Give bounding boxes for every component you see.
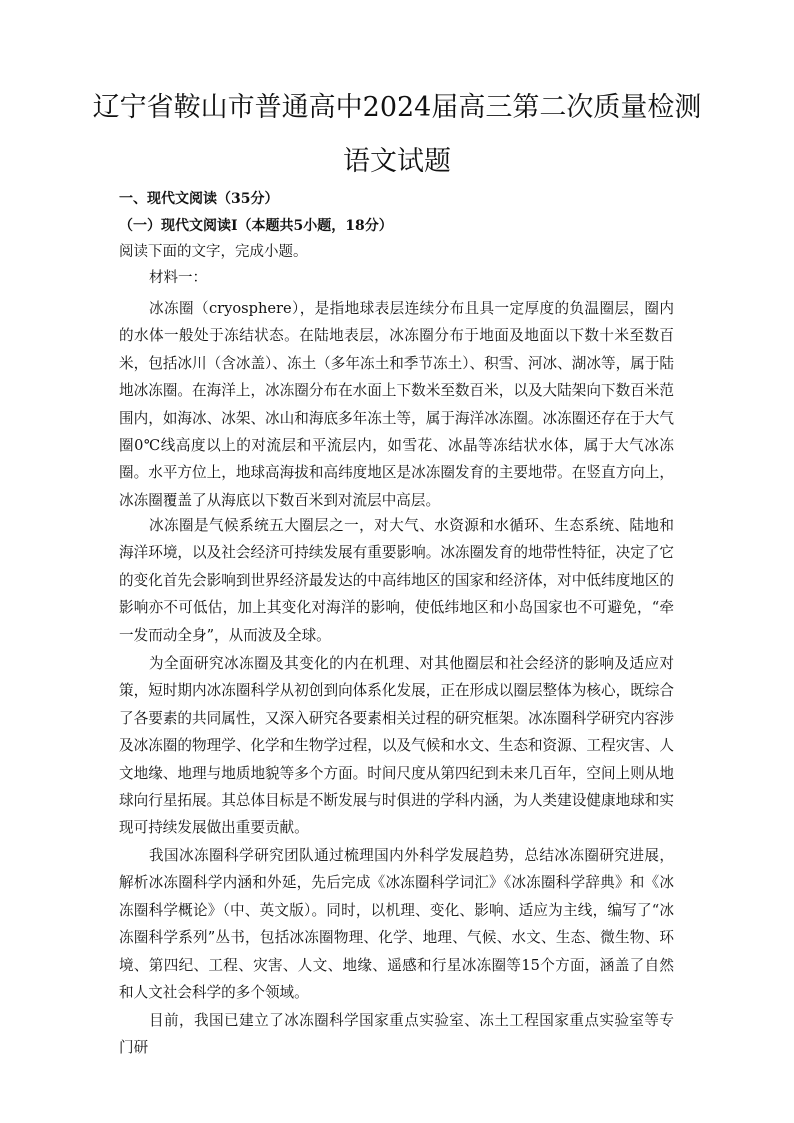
paragraph-1: 冰冻圈（cryosphere），是指地球表层连续分布且具一定厚度的负温圈层，圈内的水体一般处于冻结状态。在陆地表层，冰冻圈分布于地面及地面以下数十米至数百米，包括冰川（含冰盖）、冻土（多年冻土和季节冻土）、积雪、河冰、湖冰等，属于陆地冰冻圈。在海洋上，冰冻圈分布在水面上下数米至数百米，以及大陆架向下数百米范围内，如海冰、冰架、冰山和海底多年冻土等，属于海洋冰冻圈。冰冻圈还存在于大气圈0℃线高度以上的对流层和平流层内，如雪花、冰晶等冻结状水体，属于大气冰冻圈。水平方位上，地球高海拔和高纬度地区是冰冻圈发育的主要地带。在竖直方向上，冰冻圈覆盖了从海底以下数百米到对流层中高层。 (119, 300, 674, 509)
paragraph-3: 为全面研究冰冻圈及其变化的内在机理、对其他圈层和社会经济的影响及适应对策，短时期内冰冻圈科学从初创到向体系化发展，正在形成以圈层整体为核心，既综合了各要素的共同属性，又深入研究各要素相关过程的研究框架。冰冻圈科学研究内容涉及冰冻圈的物理学、化学和生物学过程，以及气候和水文、生态和资源、工程灾害、人文地缘、地理与地质地貌等多个方面。时间尺度从第四纪到未来几百年，空间上则从地球向行星拓展。其总体目标是不断发展与时俱进的学科内涵，为人类建设健康地球和实现可持续发展做出重要贡献。 (119, 655, 674, 837)
document-subtitle: 语文试题 (343, 146, 451, 177)
paragraph-2: 冰冻圈是气候系统五大圈层之一，对大气、水资源和水循环、生态系统、陆地和海洋环境，以及社会经济可持续发展有重要影响。冰冻圈发育的地带性特征，决定了它的变化首先会影响到世界经济最发达的中高纬地区的国家和经济体，对中低纬度地区的影响亦不可低估，加上其变化对海洋的影响，使低纬地区和小岛国家也不可避免，“牵一发而动全身”，从而波及全球。 (119, 517, 674, 644)
material-label: 材料一： (149, 270, 207, 286)
paragraph-5: 目前，我国已建立了冰冻圈科学国家重点实验室、冻土工程国家重点实验室等专门研 (119, 1012, 674, 1057)
paragraph-4: 我国冰冻圈科学研究团队通过梳理国内外科学发展趋势，总结冰冻圈研究进展，解析冰冻圈科学内涵和外延，先后完成《冰冻圈科学词汇》《冰冻圈科学辞典》和《冰冻圈科学概论》（中、英文版）。同时，以机理、变化、影响、适应为主线，编写了“冰冻圈科学系列”丛书，包括冰冻圈物理、化学、地理、气候、水文、生态、微生物、环境、第四纪、工程、灾害、人文、地缘、遥感和行星冰冻圈等15个方面，涵盖了自然和人文社会科学的多个领域。 (119, 847, 674, 1002)
section-heading: 一、现代文阅读（35分） (119, 191, 279, 207)
document-title: 辽宁省鞍山市普通高中2024届高三第二次质量检测 (92, 92, 702, 123)
subsection-heading: （一）现代文阅读Ⅰ（本题共5小题，18分） (119, 218, 393, 234)
instruction-text: 阅读下面的文字，完成小题。 (119, 244, 308, 260)
